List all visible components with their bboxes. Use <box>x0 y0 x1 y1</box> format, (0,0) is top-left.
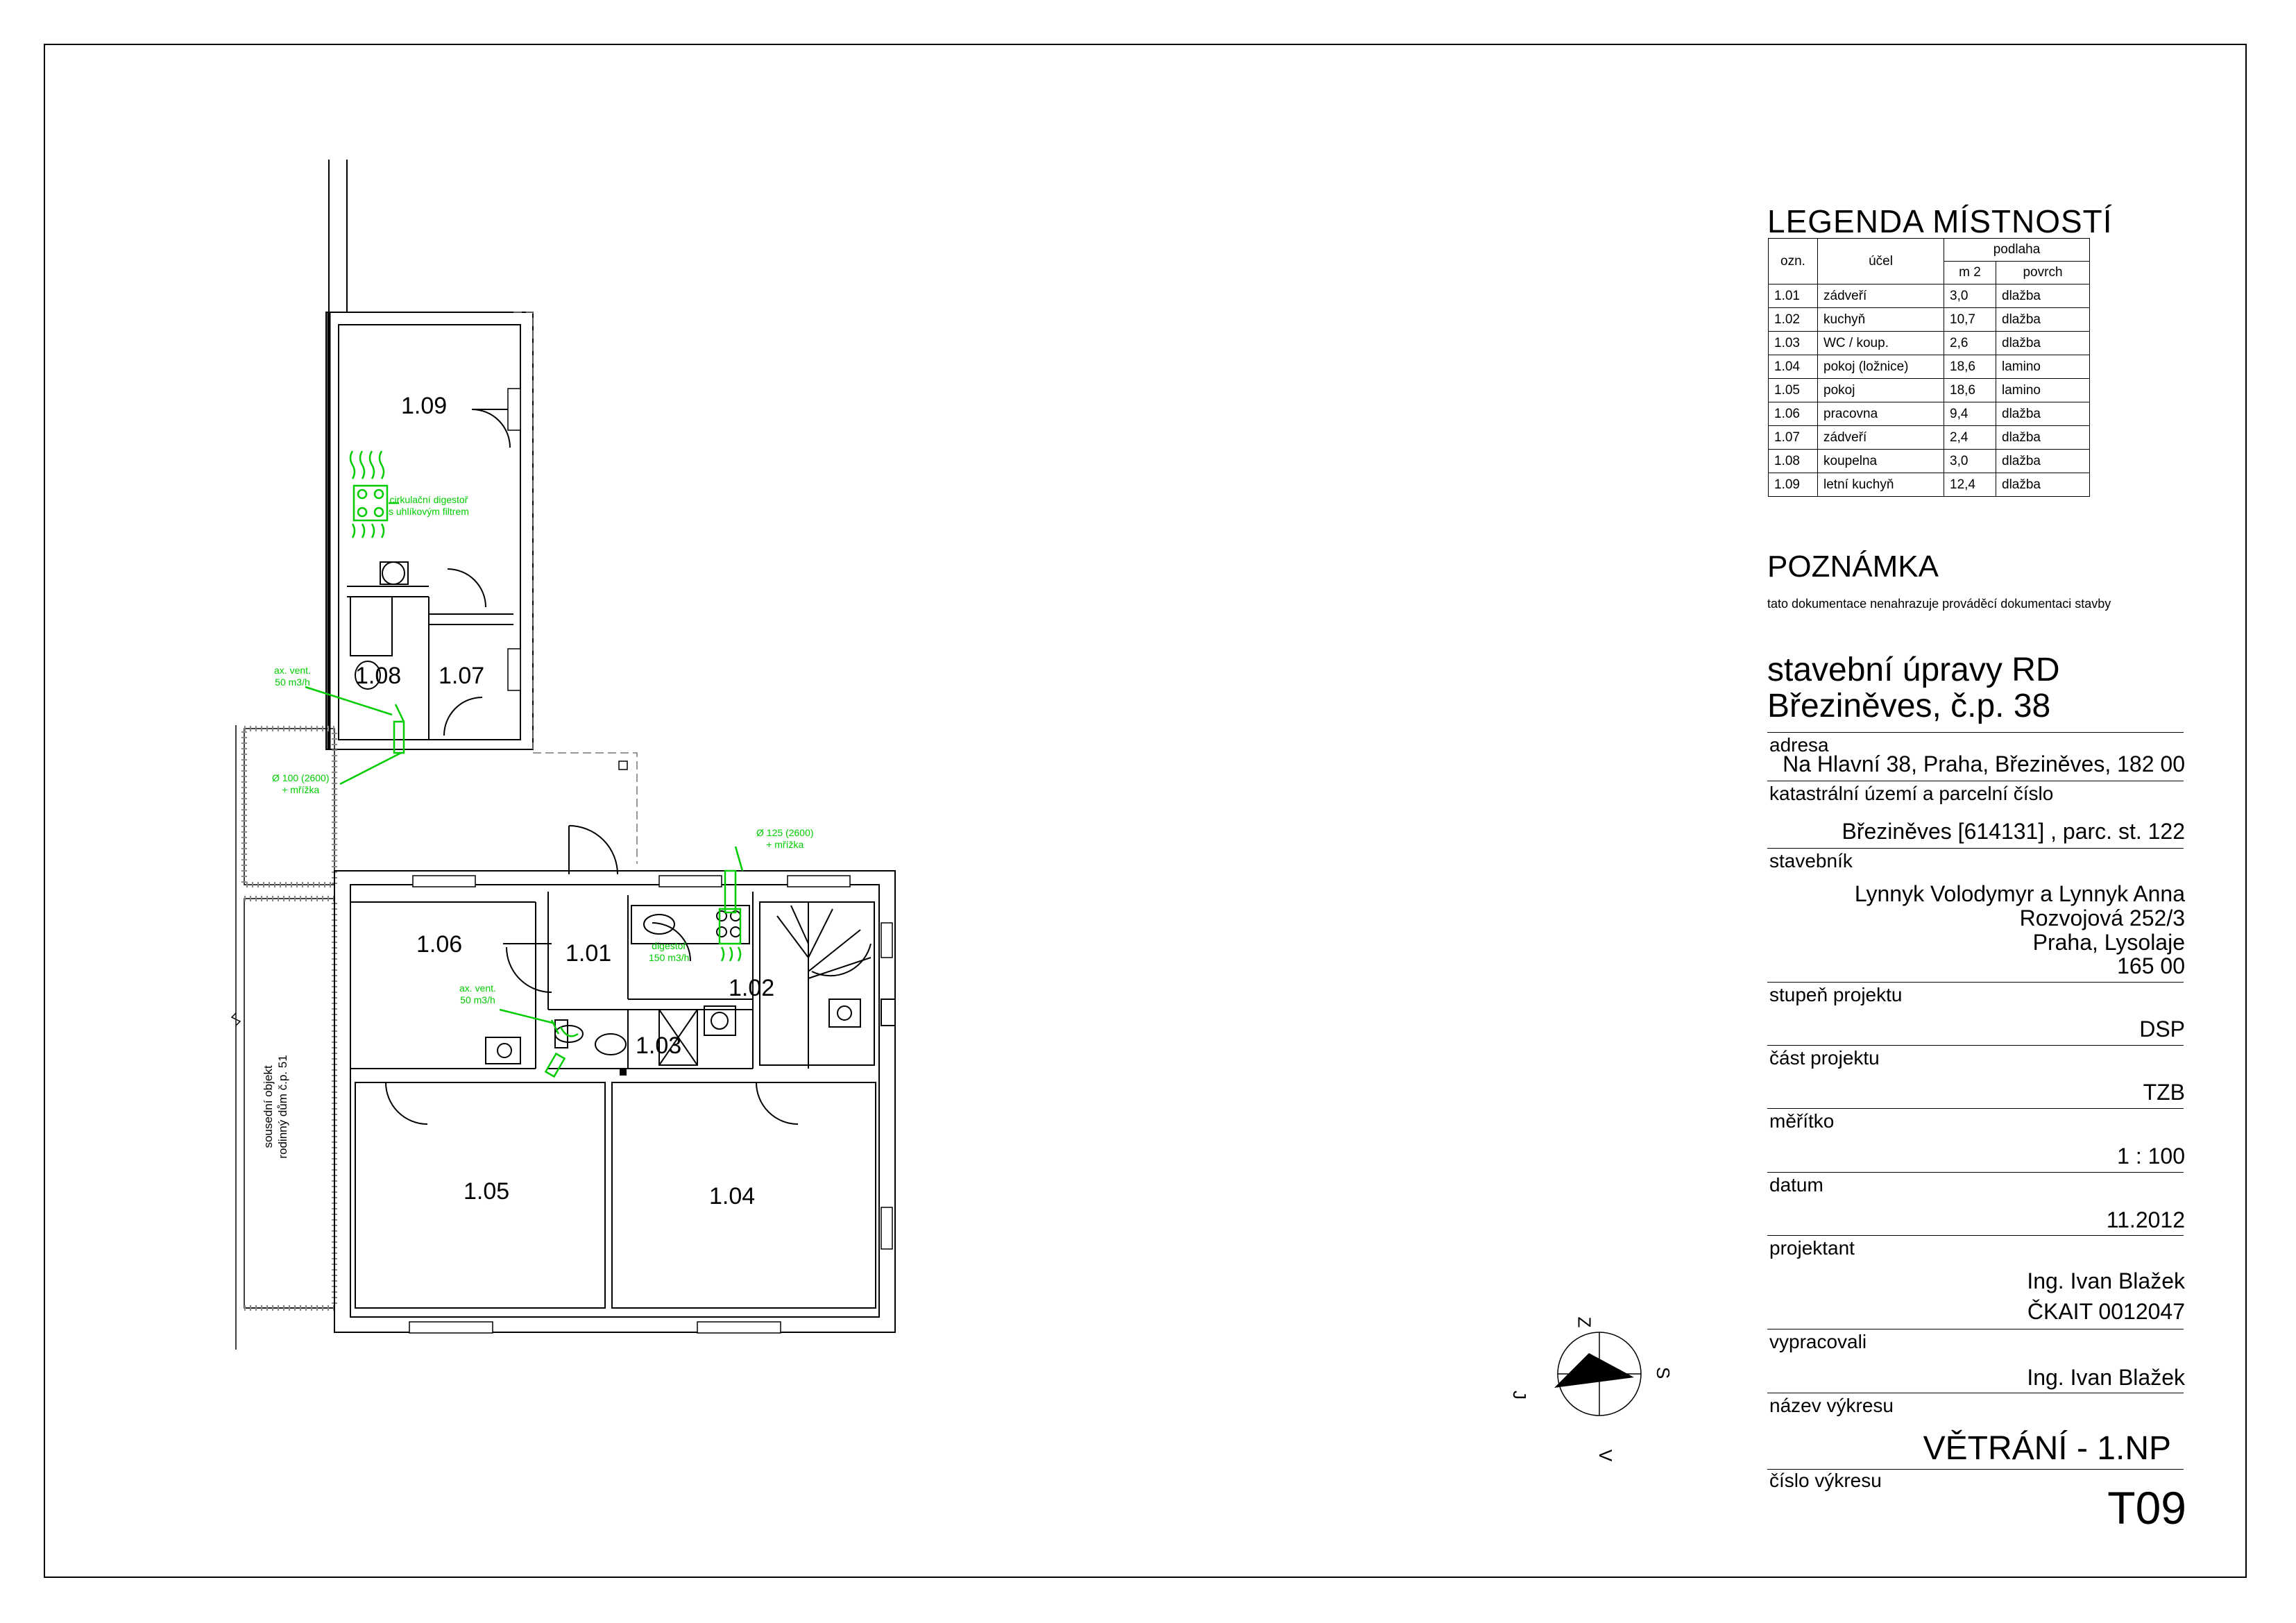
value-datum: 11.2012 <box>2106 1207 2185 1232</box>
label-datum: datum <box>1769 1174 1823 1196</box>
compass-letter-top: Z <box>1574 1316 1595 1328</box>
compass-letter-bottom: V <box>1595 1449 1617 1462</box>
room-label-1-02: 1.02 <box>729 975 775 1001</box>
label-meritko: měřítko <box>1769 1110 1835 1132</box>
value-stupen: DSP <box>2139 1017 2185 1042</box>
value-meritko: 1 : 100 <box>2117 1144 2185 1169</box>
table-row: 1.09 letní kuchyň 12,4 dlažba <box>1769 473 2090 497</box>
label-stavebnik: stavebník <box>1769 850 1853 872</box>
table-row: 1.02 kuchyň 10,7 dlažba <box>1769 308 2090 332</box>
table-row: 1.04 pokoj (ložnice) 18,6 lamino <box>1769 355 2090 379</box>
note-digestor-1: cirkulační digestoř s uhlíkovým filtrem <box>389 494 469 517</box>
label-stupen: stupeň projektu <box>1769 984 1903 1005</box>
value-nazev: VĚTRÁNÍ - 1.NP <box>1923 1430 2171 1467</box>
divider <box>1767 982 2184 983</box>
legend-header-ucel: účel <box>1818 239 1944 284</box>
value-stavebnik-name: Lynnyk Volodymyr a Lynnyk Anna <box>1854 881 2185 906</box>
legend-header-ozn: ozn. <box>1769 239 1818 284</box>
divider <box>1767 732 2184 733</box>
room-label-1-09: 1.09 <box>401 393 448 419</box>
compass-letter-right: S <box>1653 1366 1674 1379</box>
value-projektant-ckait: ČKAIT 0012047 <box>2027 1299 2185 1324</box>
divider <box>1767 848 2184 849</box>
legend-header-m2: m 2 <box>1944 262 1996 284</box>
table-row: 1.01 zádveří 3,0 dlažba <box>1769 284 2090 308</box>
table-row: 1.08 koupelna 3,0 dlažba <box>1769 450 2090 473</box>
legend-title: LEGENDA MÍSTNOSTÍ <box>1767 203 2113 239</box>
legend-header-povrch: povrch <box>1996 262 2090 284</box>
label-katastr: katastrální území a parcelní číslo <box>1769 783 2054 804</box>
note-title: POZNÁMKA <box>1767 550 1939 584</box>
value-katastr: Březiněves [614131] , parc. st. 122 <box>1842 819 2185 844</box>
room-label-1-05: 1.05 <box>464 1178 510 1205</box>
table-row: 1.07 zádveří 2,4 dlažba <box>1769 426 2090 450</box>
room-label-1-07: 1.07 <box>439 663 485 689</box>
value-stavebnik-city: Praha, Lysolaje <box>2032 930 2185 955</box>
neighbor-building <box>236 725 334 1350</box>
label-nazev: název výkresu <box>1769 1395 1894 1416</box>
value-adresa: Na Hlavní 38, Praha, Březiněves, 182 00 <box>1783 751 2185 776</box>
value-stavebnik-street: Rozvojová 252/3 <box>2019 906 2185 931</box>
room-label-1-03: 1.03 <box>636 1033 682 1059</box>
label-vypracovali: vypracovali <box>1769 1331 1867 1352</box>
project-title: stavební úpravy RD Březiněves, č.p. 38 <box>1767 652 2060 724</box>
house-walls <box>334 826 895 1332</box>
label-cislo: číslo výkresu <box>1769 1470 1882 1491</box>
value-projektant-name: Ing. Ivan Blažek <box>2027 1268 2185 1293</box>
room-label-1-01: 1.01 <box>566 940 612 967</box>
label-cast: část projektu <box>1769 1047 1880 1069</box>
note-pipe-125: Ø 125 (2600) + mřížka <box>756 827 814 850</box>
note-text: tato dokumentace nenahrazuje prováděcí dokumentaci stavby <box>1767 597 2111 611</box>
label-adresa: adresa <box>1769 734 1829 756</box>
table-row: 1.06 pracovna 9,4 dlažba <box>1769 402 2090 426</box>
value-vypracovali: Ing. Ivan Blažek <box>2027 1365 2185 1390</box>
note-pipe-100: Ø 100 (2600) + mřížka <box>272 772 330 795</box>
note-axvent-2: ax. vent. 50 m3/h <box>459 983 496 1005</box>
note-digestor-2: digestoř 150 m3/h <box>649 940 690 963</box>
note-neighbor: sousední objekt rodinný dům č.p. 51 <box>262 1055 289 1159</box>
room-legend-table <box>1768 238 2090 497</box>
table-row: 1.05 pokoj 18,6 lamino <box>1769 379 2090 402</box>
divider <box>1767 1235 2184 1236</box>
divider <box>1767 1172 2184 1173</box>
divider <box>1767 1108 2184 1109</box>
room-label-1-04: 1.04 <box>709 1183 756 1209</box>
room-label-1-08: 1.08 <box>355 663 402 689</box>
value-cislo: T09 <box>2107 1482 2186 1533</box>
compass <box>1554 1332 1641 1416</box>
label-projektant: projektant <box>1769 1237 1855 1259</box>
note-axvent-1: ax. vent. 50 m3/h <box>274 665 311 688</box>
divider <box>1767 1045 2184 1046</box>
value-stavebnik-zip: 165 00 <box>2117 953 2185 978</box>
value-cast: TZB <box>2143 1080 2185 1105</box>
compass-letter-left: J <box>1509 1391 1530 1400</box>
legend-header-podlaha: podlaha <box>1944 239 2090 262</box>
room-label-1-06: 1.06 <box>416 931 463 958</box>
table-row: 1.03 WC / koup. 2,6 dlažba <box>1769 332 2090 355</box>
